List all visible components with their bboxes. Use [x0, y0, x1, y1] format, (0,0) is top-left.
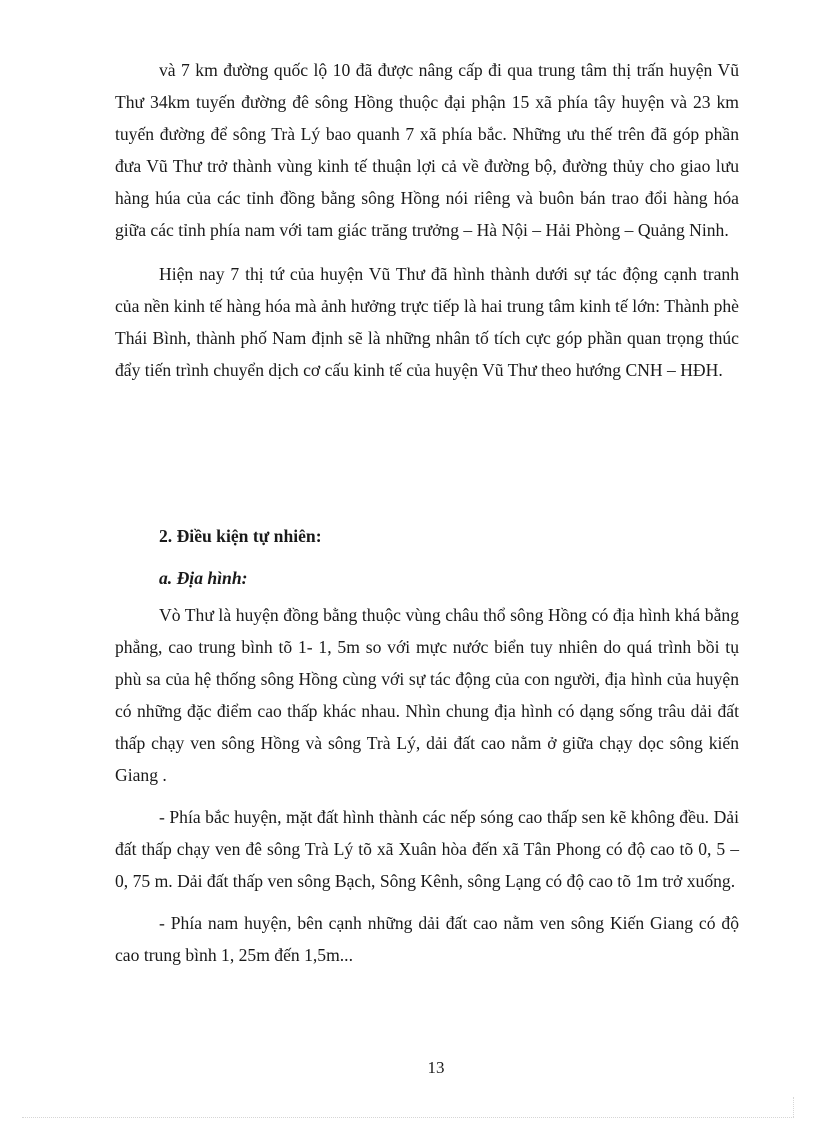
subsection-heading: a. Địa hình: — [159, 568, 248, 588]
paragraph-south: - Phía nam huyện, bên cạnh những dải đất cao nằm ven sông Kiến Giang có độ cao trung bình 1, 25m đến 1,5m... — [115, 913, 739, 965]
page-number: 13 — [427, 1058, 445, 1077]
section-heading: 2. Điều kiện tự nhiên: — [159, 526, 322, 546]
corner-dotted-rule — [793, 1097, 794, 1117]
text-block-bottom — [115, 599, 739, 971]
footer-dotted-rule — [22, 1117, 794, 1118]
paragraph-north: - Phía bắc huyện, mặt đất hình thành các nếp sóng cao thấp sen kẽ không đều. Dải đất thấp chạy ven đê sông Trà Lý tõ xã Xuân hòa đến xã Tân Phong có độ cao tõ 0, 5 – 0, 75 m. Dải đất thấp ven sông Bạch, Sông Kênh, sông Lạng có độ cao tõ 1m trở xuống. — [115, 807, 739, 891]
text-block-top — [115, 54, 739, 386]
paragraph-terrain: Vò Thư là huyện đồng bằng thuộc vùng châu thổ sông Hồng có địa hình khá bằng phẳng, cao trung bình tõ 1- 1, 5m so với mực nước biển tuy nhiên do quá trình bồi tụ phù sa của hệ thống sông Hồng cùng với sự tác động của con người, địa hình của huyện có những đặc điểm cao thấp khác nhau. Nhìn chung địa hình có dạng sống trâu dải đất thấp chạy ven sông Hồng và sông Trà Lý, dải đất cao nằm ở giữa chạy dọc sông kiến Giang . — [115, 605, 739, 785]
paragraph-transport: và 7 km đường quốc lộ 10 đã được nâng cấp đi qua trung tâm thị trấn huyện Vũ Thư 34km tuyến đường đê sông Hồng thuộc đại phận 15 xã phía tây huyện và 23 km tuyến đường để sông Trà Lý bao quanh 7 xã phía bắc. Những ưu thế trên đã góp phần đưa Vũ Thư trở thành vùng kinh tế thuận lợi cả về đường bộ, đường thủy cho giao lưu hàng húa của các tỉnh đồng bằng sông Hồng nói riêng và buôn bán trao đổi hàng hóa giữa các tỉnh phía nam với tam giác trăng trưởng – Hà Nội – Hải Phòng – Quảng Ninh. — [115, 60, 739, 240]
paragraph-towns: Hiện nay 7 thị tứ của huyện Vũ Thư đã hình thành dưới sự tác động cạnh tranh của nền kinh tế hàng hóa mà ảnh hưởng trực tiếp là hai trung tâm kinh tế lớn: Thành phè Thái Bình, thành phố Nam định sẽ là những nhân tố tích cực góp phần quan trọng thúc đẩy tiến trình chuyển dịch cơ cấu kinh tế của huyện Vũ Thư theo hướng CNH – HĐH. — [115, 264, 739, 380]
